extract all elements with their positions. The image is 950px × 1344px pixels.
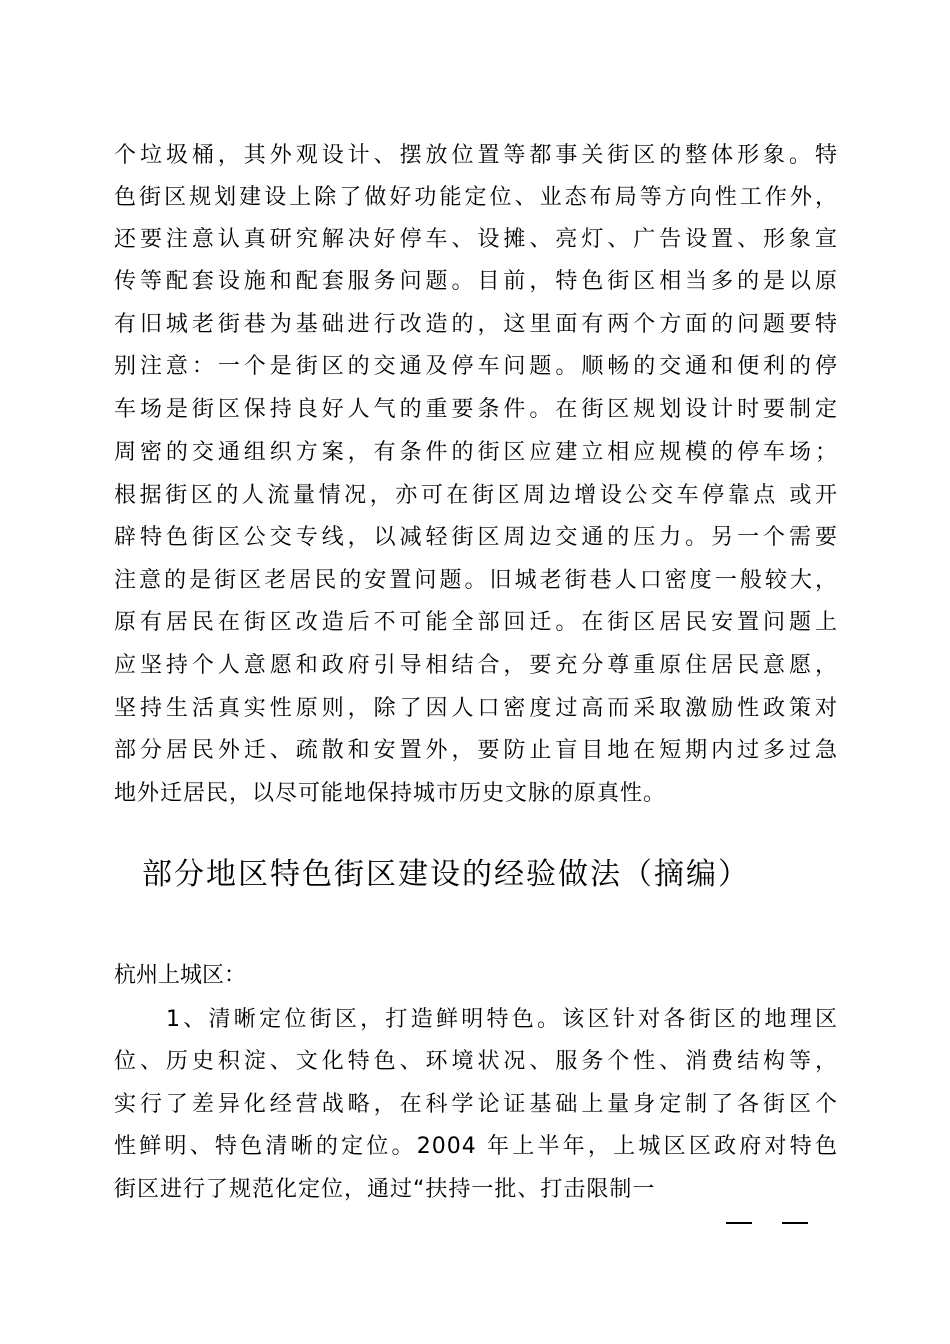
- text-line: 周密的交通组织方案，有条件的街区应建立相应规模的停车场；: [114, 440, 838, 465]
- text-line: 传等配套设施和配套服务问题。目前，特色街区相当多的是以原: [114, 269, 838, 294]
- text-line: 实行了差异化经营战略，在科学论证基础上量身定制了各街区个: [114, 1092, 838, 1117]
- dash-right: [782, 1222, 808, 1224]
- text-line: 别注意：一个是街区的交通及停车问题。顺畅的交通和便利的停: [114, 354, 838, 379]
- text-line: 街区进行了规范化定位，通过“扶持一批、打击限制一: [114, 1177, 656, 1202]
- text-line: 根据街区的人流量情况，亦可在街区周边增设公交车停靠点 或开: [114, 483, 838, 508]
- text-line: 性鲜明、特色清晰的定位。2004 年上半年，上城区区政府对特色: [114, 1134, 838, 1159]
- text-line: 车场是街区保持良好人气的重要条件。在街区规划设计时要制定: [114, 397, 838, 422]
- text-line: 1、清晰定位街区，打造鲜明特色。该区针对各街区的地理区: [166, 1007, 838, 1032]
- text-line: 有旧城老街巷为基础进行改造的，这里面有两个方面的问题要特: [114, 312, 838, 337]
- text-line: 注意的是街区老居民的安置问题。旧城老街巷人口密度一般较大，: [114, 568, 838, 593]
- section-heading: 部分地区特色街区建设的经验做法（摘编）: [142, 857, 750, 892]
- text-line: 坚持生活真实性原则，除了因人口密度过高而采取激励性政策对: [114, 696, 838, 721]
- page-number-marker: [722, 1210, 812, 1230]
- text-line: 原有居民在街区改造后不可能全部回迁。在街区居民安置问题上: [114, 610, 838, 635]
- dash-left: [726, 1222, 752, 1224]
- text-line: 部分居民外迁、疏散和安置外，要防止盲目地在短期内过多过急: [114, 738, 838, 763]
- text-line: 个垃圾桶，其外观设计、摆放位置等都事关街区的整体形象。特: [114, 143, 838, 168]
- text-line: 位、历史积淀、文化特色、环境状况、服务个性、消费结构等，: [114, 1049, 838, 1074]
- text-line: 辟特色街区公交专线，以减轻街区周边交通的压力。另一个需要: [114, 525, 838, 550]
- text-line: 地外迁居民，以尽可能地保持城市历史文脉的原真性。: [114, 781, 667, 806]
- text-line: 色街区规划建设上除了做好功能定位、业态布局等方向性工作外，: [114, 185, 838, 210]
- text-line: 还要注意认真研究解决好停车、设摊、亮灯、广告设置、形象宣: [114, 227, 838, 252]
- text-line: 应坚持个人意愿和政府引导相结合，要充分尊重原住居民意愿，: [114, 653, 838, 678]
- region-label: 杭州上城区：: [114, 963, 247, 988]
